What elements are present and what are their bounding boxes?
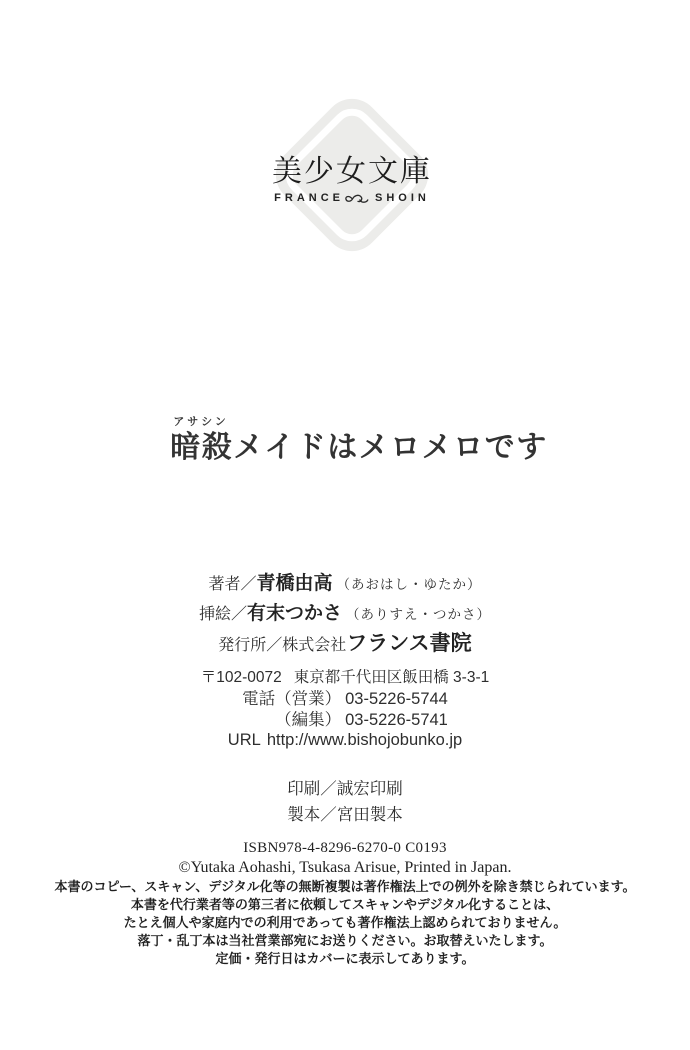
- logo-sub-left: FRANCE: [274, 192, 344, 204]
- title-block: [0, 413, 690, 464]
- author-label: 著者／: [208, 576, 257, 593]
- legal-block: [0, 878, 690, 968]
- book-title: 暗殺メイドはメロメロです: [170, 431, 548, 464]
- legal-line: たとえ個人や家庭内での利用であっても著作権法上認められておりません。: [123, 915, 567, 930]
- credits-block: [0, 573, 690, 664]
- author-name: 青橋由高: [256, 573, 333, 594]
- title-furigana: アサシン: [173, 416, 229, 428]
- publisher-name: フランス書院: [346, 632, 472, 655]
- publisher-line: [0, 633, 690, 657]
- logo-sub-right: SHOIN: [375, 192, 430, 204]
- legal-line: 落丁・乱丁本は当社営業部宛にお送りください。お取替えいたします。: [137, 933, 553, 948]
- url-line: [0, 730, 690, 751]
- logo-subtitle: [274, 191, 430, 206]
- postal-code: 〒102-0072: [200, 669, 282, 686]
- logo-text: [262, 86, 442, 266]
- illustrator-name: 有末つかさ: [247, 603, 343, 624]
- publisher-url: http://www.bishojobunko.jp: [266, 731, 463, 749]
- contact-block: [0, 667, 690, 751]
- price-note-line: 定価・発行日はカバーに表示してあります。: [215, 951, 475, 966]
- illustrator-line: [0, 603, 690, 626]
- legal-line: 本書を代行業者等の第三者に依頼してスキャンやデジタル化することは、: [130, 897, 560, 912]
- street-address: 東京都千代田区飯田橋 3-3-1: [293, 669, 490, 686]
- legal-line: 本書のコピー、スキャン、デジタル化等の無断複製は著作権法上での例外を除き禁じられています。: [54, 879, 636, 894]
- phone-sales-label: 電話（営業）: [242, 690, 342, 708]
- phone-table: [242, 689, 448, 730]
- production-block: [0, 776, 690, 828]
- phone-sales-number: 03-5226-5744: [345, 690, 448, 708]
- address-line: [0, 667, 690, 688]
- phone-edit-label: （編集）: [275, 710, 342, 729]
- illustrator-label: 挿絵／: [198, 606, 247, 623]
- print-line: 印刷／誠宏印刷: [287, 780, 403, 798]
- flourish-icon: [344, 191, 372, 206]
- binding-line: 製本／宮田製本: [287, 806, 403, 824]
- publisher-logo: [262, 86, 442, 266]
- isbn-block: [0, 839, 690, 877]
- publisher-label: 発行所／株式会社: [218, 637, 347, 654]
- isbn-line: ISBN978-4-8296-6270-0 C0193: [243, 840, 447, 856]
- copyright-line: ©Yutaka Aohashi, Tsukasa Arisue, Printed in Japan.: [178, 859, 512, 876]
- phone-edit-number: 03-5226-5741: [345, 710, 448, 729]
- logo-kanji: 美少女文庫: [272, 154, 432, 188]
- url-label: URL: [227, 731, 261, 749]
- author-reading: （あおはし・ゆたか）: [336, 577, 482, 592]
- author-line: [0, 573, 690, 596]
- illustrator-reading: （ありすえ・つかさ）: [346, 607, 492, 622]
